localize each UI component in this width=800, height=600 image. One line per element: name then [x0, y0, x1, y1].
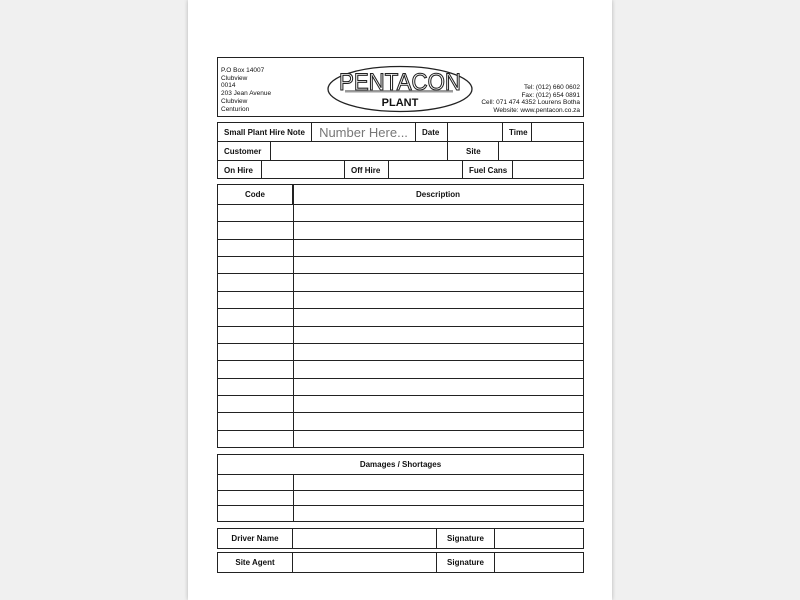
- driver-signoff-row: [217, 528, 584, 549]
- contact-line: Fax: (012) 654 0891: [521, 91, 580, 99]
- site-label: Site: [448, 142, 499, 160]
- address-line: 203 Jean Avenue: [221, 90, 272, 98]
- date-field[interactable]: [448, 123, 503, 141]
- logo-name: PENTACON: [339, 69, 461, 96]
- damages-table: [217, 454, 584, 522]
- site-agent-label: Site Agent: [218, 553, 293, 572]
- hire-info-box: [217, 122, 584, 179]
- table-row[interactable]: [218, 273, 583, 291]
- date-label: Date: [416, 123, 448, 141]
- site-field[interactable]: [499, 142, 583, 160]
- address-line: Clubview: [221, 97, 248, 105]
- number-field[interactable]: Number Here...: [312, 123, 416, 141]
- driver-signature-label: Signature: [437, 529, 495, 548]
- time-field[interactable]: [532, 123, 583, 141]
- table-row[interactable]: [218, 308, 583, 326]
- driver-name-label: Driver Name: [218, 529, 293, 548]
- agent-signature-field[interactable]: [495, 553, 583, 572]
- table-row[interactable]: [218, 239, 583, 257]
- time-label: Time: [503, 123, 532, 141]
- customer-label: Customer: [218, 142, 271, 160]
- contact-line: Website: www.pentacon.co.za: [493, 107, 580, 115]
- table-row[interactable]: [218, 430, 583, 448]
- table-row[interactable]: [218, 291, 583, 309]
- company-address: [221, 67, 271, 113]
- table-row[interactable]: [218, 360, 583, 378]
- agent-signoff-row: [217, 552, 584, 573]
- code-header: Code: [218, 185, 293, 204]
- address-line: P.O Box 14007: [221, 67, 265, 74]
- logo-sub: PLANT: [381, 97, 419, 109]
- items-table: [217, 184, 584, 448]
- hire-dates-row: [218, 161, 583, 179]
- damages-title-divider: [218, 474, 583, 475]
- fuel-cans-label: Fuel Cans: [463, 161, 513, 179]
- hire-note-label: Small Plant Hire Note: [218, 123, 312, 141]
- on-hire-field[interactable]: [262, 161, 345, 179]
- form-page: [188, 0, 612, 600]
- table-row[interactable]: [218, 505, 583, 506]
- hire-note-row: [218, 123, 583, 142]
- off-hire-label: Off Hire: [345, 161, 389, 179]
- agent-signature-label: Signature: [437, 553, 495, 572]
- company-contact: [481, 84, 580, 115]
- address-line: Centurion: [221, 105, 250, 113]
- site-agent-field[interactable]: [293, 553, 437, 572]
- table-row[interactable]: [218, 395, 583, 413]
- contact-line: Tel: (012) 660 0602: [523, 84, 580, 91]
- damages-title: Damages / Shortages: [359, 460, 442, 469]
- on-hire-label: On Hire: [218, 161, 262, 179]
- customer-field[interactable]: [271, 142, 448, 160]
- driver-name-field[interactable]: [293, 529, 437, 548]
- table-row[interactable]: [218, 490, 583, 491]
- table-row[interactable]: [218, 256, 583, 274]
- header-box: [217, 57, 584, 117]
- off-hire-field[interactable]: [389, 161, 463, 179]
- table-row[interactable]: [218, 326, 583, 344]
- fuel-cans-field[interactable]: [513, 161, 583, 179]
- table-row[interactable]: [218, 412, 583, 430]
- driver-signature-field[interactable]: [495, 529, 583, 548]
- damages-column-divider: [293, 474, 294, 521]
- table-row[interactable]: [218, 204, 583, 222]
- table-row[interactable]: [218, 378, 583, 396]
- contact-line: Cell: 071 474 4352 Lourens Botha: [481, 99, 580, 107]
- customer-row: [218, 142, 583, 161]
- address-line: 0014: [221, 82, 236, 90]
- table-row[interactable]: [218, 343, 583, 361]
- table-row[interactable]: [218, 221, 583, 239]
- pentacon-logo-icon: [327, 65, 473, 113]
- address-line: Clubview: [221, 74, 248, 82]
- description-header: Description: [415, 190, 460, 199]
